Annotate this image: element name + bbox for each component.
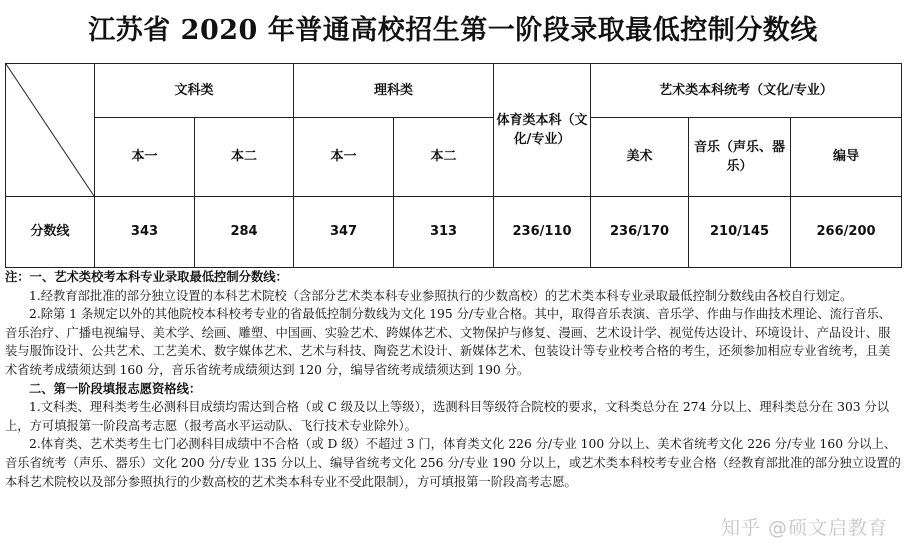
note-section-2-heading: 二、第一阶段填报志愿资格线： (29, 380, 202, 396)
note-section-1-heading: 注：一、艺术类校考本科专业录取最低控制分数线： (5, 269, 288, 284)
diagonal-line (6, 64, 94, 196)
corner-diagonal-cell (6, 64, 95, 197)
note-2-item-2: 2.体育类、艺术类考生七门必测科目成绩中不合格（或 D 级）不超过 3 门，体育类文化 226 分/专业 100 分以上、美术省统考文化 226 分/专业 160 分以上、音乐省统考（声乐、器乐）文化 200 分/专业 135 分以上、编导省统考文化 256 分/专业 190 分以上，或艺术类本科校考专业合格（经教育部批准的部分独立设置的本科艺术院校以及部分参照执行的少数高校的艺术类本科专业不受此限制），方可填报第一阶段高考志愿。 (5, 437, 901, 489)
group-header-tiyu: 体育类本科（文化/专业） (494, 64, 591, 197)
subhead-like-ben1: 本一 (294, 118, 394, 197)
subhead-like-ben2: 本二 (394, 118, 494, 197)
value-yinyue: 210/145 (689, 197, 791, 268)
value-tiyu: 236/110 (494, 197, 591, 268)
subhead-meishu: 美术 (591, 118, 689, 197)
group-header-like: 理科类 (294, 64, 494, 118)
notes-section (5, 268, 901, 491)
value-wenke-ben2: 284 (195, 197, 294, 268)
page-title: 江苏省 2020 年普通高校招生第一阶段录取最低控制分数线 (88, 15, 818, 46)
note-2-item-1: 1.文科类、理科类考生必测科目成绩均需达到合格（或 C 级及以上等级），选测科目等级符合院校的要求，文科类总分在 274 分以上、理科类总分在 303 分以上，方可填报第一阶段高考志愿（报考高水平运动队、飞行技术专业除外）。 (5, 400, 890, 433)
value-meishu: 236/170 (591, 197, 689, 268)
group-header-yishu: 艺术类本科统考（文化/专业） (591, 64, 902, 118)
subhead-yinyue: 音乐（声乐、器乐） (689, 118, 791, 197)
value-biandao: 266/200 (791, 197, 902, 268)
watermark: 知乎 @硕文启教育 (720, 517, 888, 539)
subhead-wenke-ben2: 本二 (195, 118, 294, 197)
value-like-ben2: 313 (394, 197, 494, 268)
note-1-item-1: 1.经教育部批准的部分独立设置的本科艺术院校（含部分艺术类本科专业参照执行的少数高校）的艺术类本科专业录取最低控制分数线由各校自行划定。 (29, 288, 853, 303)
value-like-ben1: 347 (294, 197, 394, 268)
subhead-biandao: 编导 (791, 118, 902, 197)
row-label: 分数线 (6, 197, 95, 268)
subhead-wenke-ben1: 本一 (95, 118, 195, 197)
group-header-wenke: 文科类 (95, 64, 294, 118)
value-wenke-ben1: 343 (95, 197, 195, 268)
score-table (5, 63, 902, 268)
note-1-item-2: 2.除第 1 条规定以外的其他院校本科校考专业的省最低控制分数线为文化 195 分/专业合格。其中，取得音乐表演、音乐学、作曲与作曲技术理论、流行音乐、音乐治疗、广播电视编导、美术学、绘画、雕塑、中国画、实验艺术、跨媒体艺术、文物保护与修复、漫画、艺术设计学、视觉传达设计、环境设计、产品设计、服装与服饰设计、公共艺术、工艺美术、数字媒体艺术、艺术与科技、陶瓷艺术设计、新媒体艺术、包装设计等专业校考合格的考生，还须参加相应专业省统考，且美术省统考成绩须达到 160 分，音乐省统考成绩须达到 120 分，编导省统考成绩须达到 190 分。 (5, 307, 892, 377)
